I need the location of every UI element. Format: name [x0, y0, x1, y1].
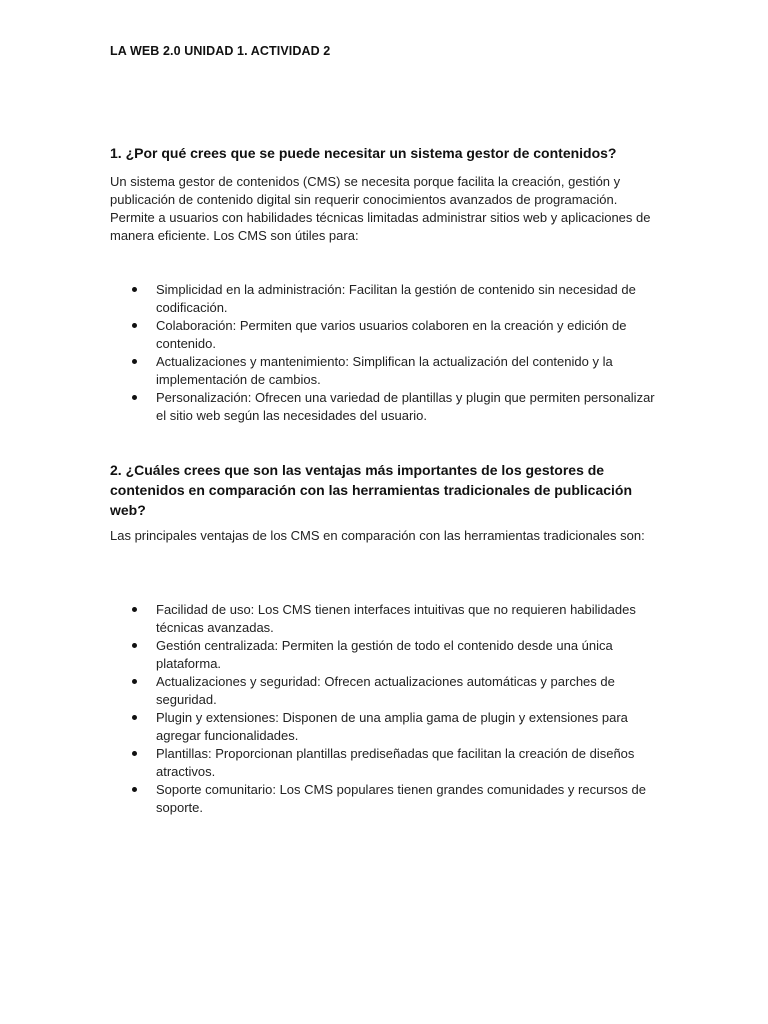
- list-item-text: Personalización: Ofrecen una variedad de plantillas y plugin que permiten personalizar el sitio web según las necesidades del usuario.: [156, 390, 655, 423]
- document-header: LA WEB 2.0 UNIDAD 1. ACTIVIDAD 2: [110, 44, 331, 58]
- bullet-icon: [132, 323, 137, 328]
- bullet-icon: [132, 715, 137, 720]
- bullet-icon: [132, 751, 137, 756]
- answer-1-paragraph: Un sistema gestor de contenidos (CMS) se necesita porque facilita la creación, gestión y publicación de contenido digital sin requerir conocimientos avanzados de programación. Permite a usuarios con habilidades técnicas limitadas administrar sitios web y aplicaciones de manera eficiente. Los CMS son útiles para:: [110, 174, 651, 243]
- list-item-text: Plugin y extensiones: Disponen de una amplia gama de plugin y extensiones para agregar funcionalidades.: [156, 710, 628, 743]
- list-item: [110, 389, 658, 425]
- list-item: [110, 637, 658, 673]
- answer-1-bullet-list: [110, 281, 658, 425]
- list-item: [110, 745, 658, 781]
- list-item: [110, 281, 658, 317]
- question-2-heading: 2. ¿Cuáles crees que son las ventajas más importantes de los gestores de contenidos en comparación con las herramientas tradicionales de publicación web?: [110, 462, 633, 518]
- list-item-text: Simplicidad en la administración: Facilitan la gestión de contenido sin necesidad de codificación.: [156, 282, 636, 315]
- list-item-text: Gestión centralizada: Permiten la gestión de todo el contenido desde una única plataforma.: [156, 638, 613, 671]
- bullet-icon: [132, 287, 137, 292]
- list-item-text: Soporte comunitario: Los CMS populares tienen grandes comunidades y recursos de soporte.: [156, 782, 646, 815]
- question-1-heading: 1. ¿Por qué crees que se puede necesitar un sistema gestor de contenidos?: [110, 145, 617, 161]
- list-item-text: Colaboración: Permiten que varios usuarios colaboren en la creación y edición de contenido.: [156, 318, 627, 351]
- list-item: [110, 673, 658, 709]
- bullet-icon: [132, 787, 137, 792]
- bullet-icon: [132, 359, 137, 364]
- answer-2-paragraph: Las principales ventajas de los CMS en comparación con las herramientas tradicionales son:: [110, 528, 645, 543]
- bullet-icon: [132, 643, 137, 648]
- bullet-icon: [132, 395, 137, 400]
- list-item: [110, 781, 658, 817]
- section-question-1: [110, 143, 658, 245]
- section-question-2: [110, 460, 658, 545]
- list-item-text: Plantillas: Proporcionan plantillas prediseñadas que facilitan la creación de diseños atractivos.: [156, 746, 635, 779]
- list-item-text: Actualizaciones y mantenimiento: Simplifican la actualización del contenido y la implementación de cambios.: [156, 354, 613, 387]
- bullet-icon: [132, 679, 137, 684]
- list-item-text: Facilidad de uso: Los CMS tienen interfaces intuitivas que no requieren habilidades técnicas avanzadas.: [156, 602, 636, 635]
- answer-2-bullet-list: [110, 601, 658, 817]
- bullet-icon: [132, 607, 137, 612]
- list-item: [110, 353, 658, 389]
- list-item: [110, 601, 658, 637]
- list-item-text: Actualizaciones y seguridad: Ofrecen actualizaciones automáticas y parches de seguridad.: [156, 674, 615, 707]
- list-item: [110, 709, 658, 745]
- list-item: [110, 317, 658, 353]
